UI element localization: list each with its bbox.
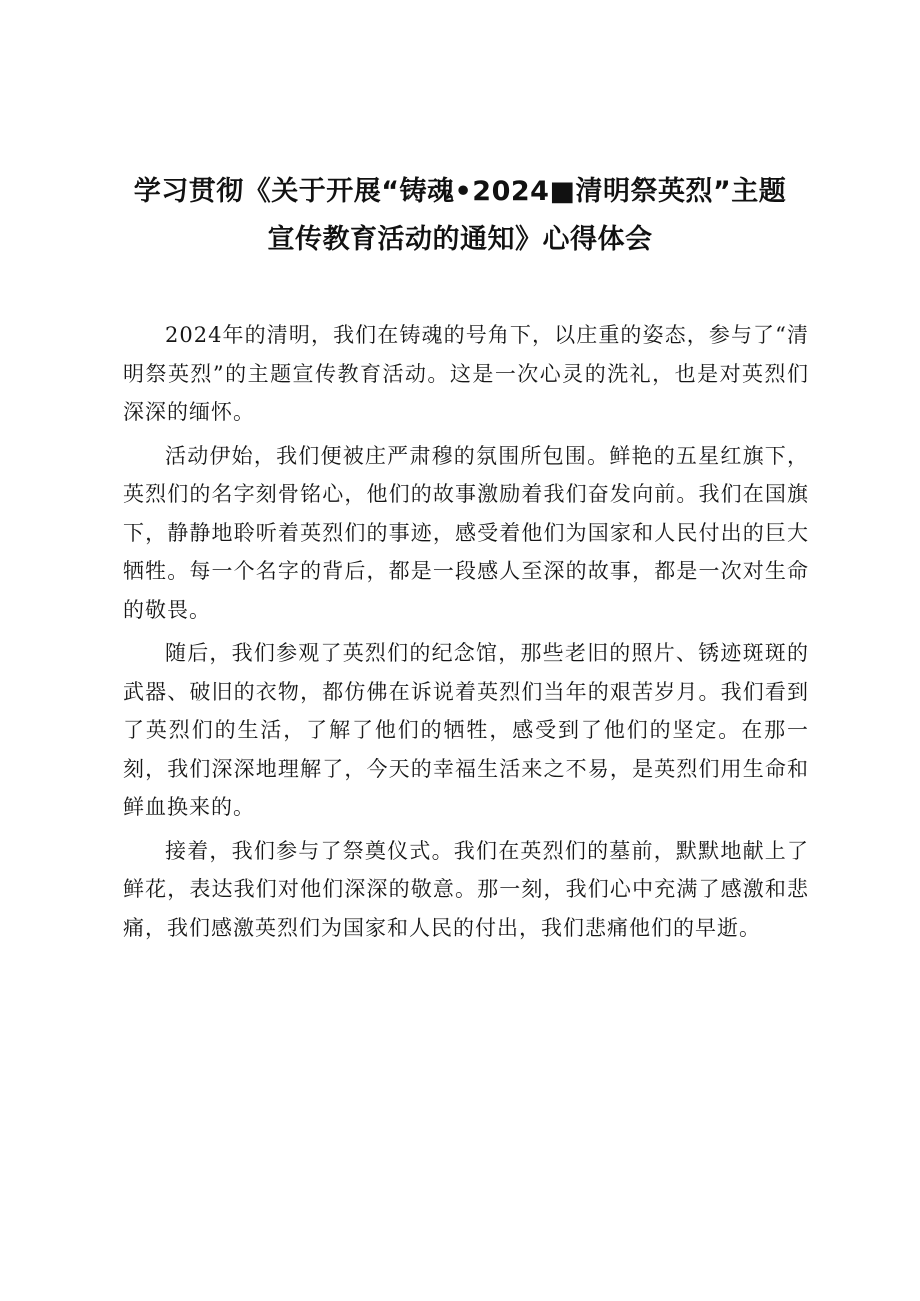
- title-line-1: 学习贯彻《关于开展“铸魂•2024■清明祭英烈”主题: [133, 176, 787, 207]
- document-body: [123, 316, 809, 952]
- paragraph: 活动伊始，我们便被庄严肃穆的氛围所包围。鲜艳的五星红旗下，英烈们的名字刻骨铭心，他们的故事激励着我们奋发向前。我们在国旗下，静静地聆听着英烈们的事迹，感受着他们为国家和人民付出的巨大牺牲。每一个名字的背后，都是一段感人至深的故事，都是一次对生命的敬畏。: [123, 443, 809, 622]
- paragraph: 随后，我们参观了英烈们的纪念馆，那些老旧的照片、锈迹斑斑的武器、破旧的衣物，都仿佛在诉说着英烈们当年的艰苦岁月。我们看到了英烈们的生活，了解了他们的牺牲，感受到了他们的坚定。在那一刻，我们深深地理解了，今天的幸福生活来之不易，是英烈们用生命和鲜血换来的。: [123, 641, 809, 819]
- document-title: [100, 168, 820, 264]
- paragraph: 2024年的清明，我们在铸魂的号角下，以庄重的姿态，参与了“清明祭英烈”的主题宣传教育活动。这是一次心灵的洗礼，也是对英烈们深深的缅怀。: [123, 323, 809, 424]
- title-line-2: 宣传教育活动的通知》心得体会: [267, 224, 653, 255]
- paragraph: 接着，我们参与了祭奠仪式。我们在英烈们的墓前，默默地献上了鲜花，表达我们对他们深深的敬意。那一刻，我们心中充满了感激和悲痛，我们感激英烈们为国家和人民的付出，我们悲痛他们的早逝。: [123, 838, 809, 940]
